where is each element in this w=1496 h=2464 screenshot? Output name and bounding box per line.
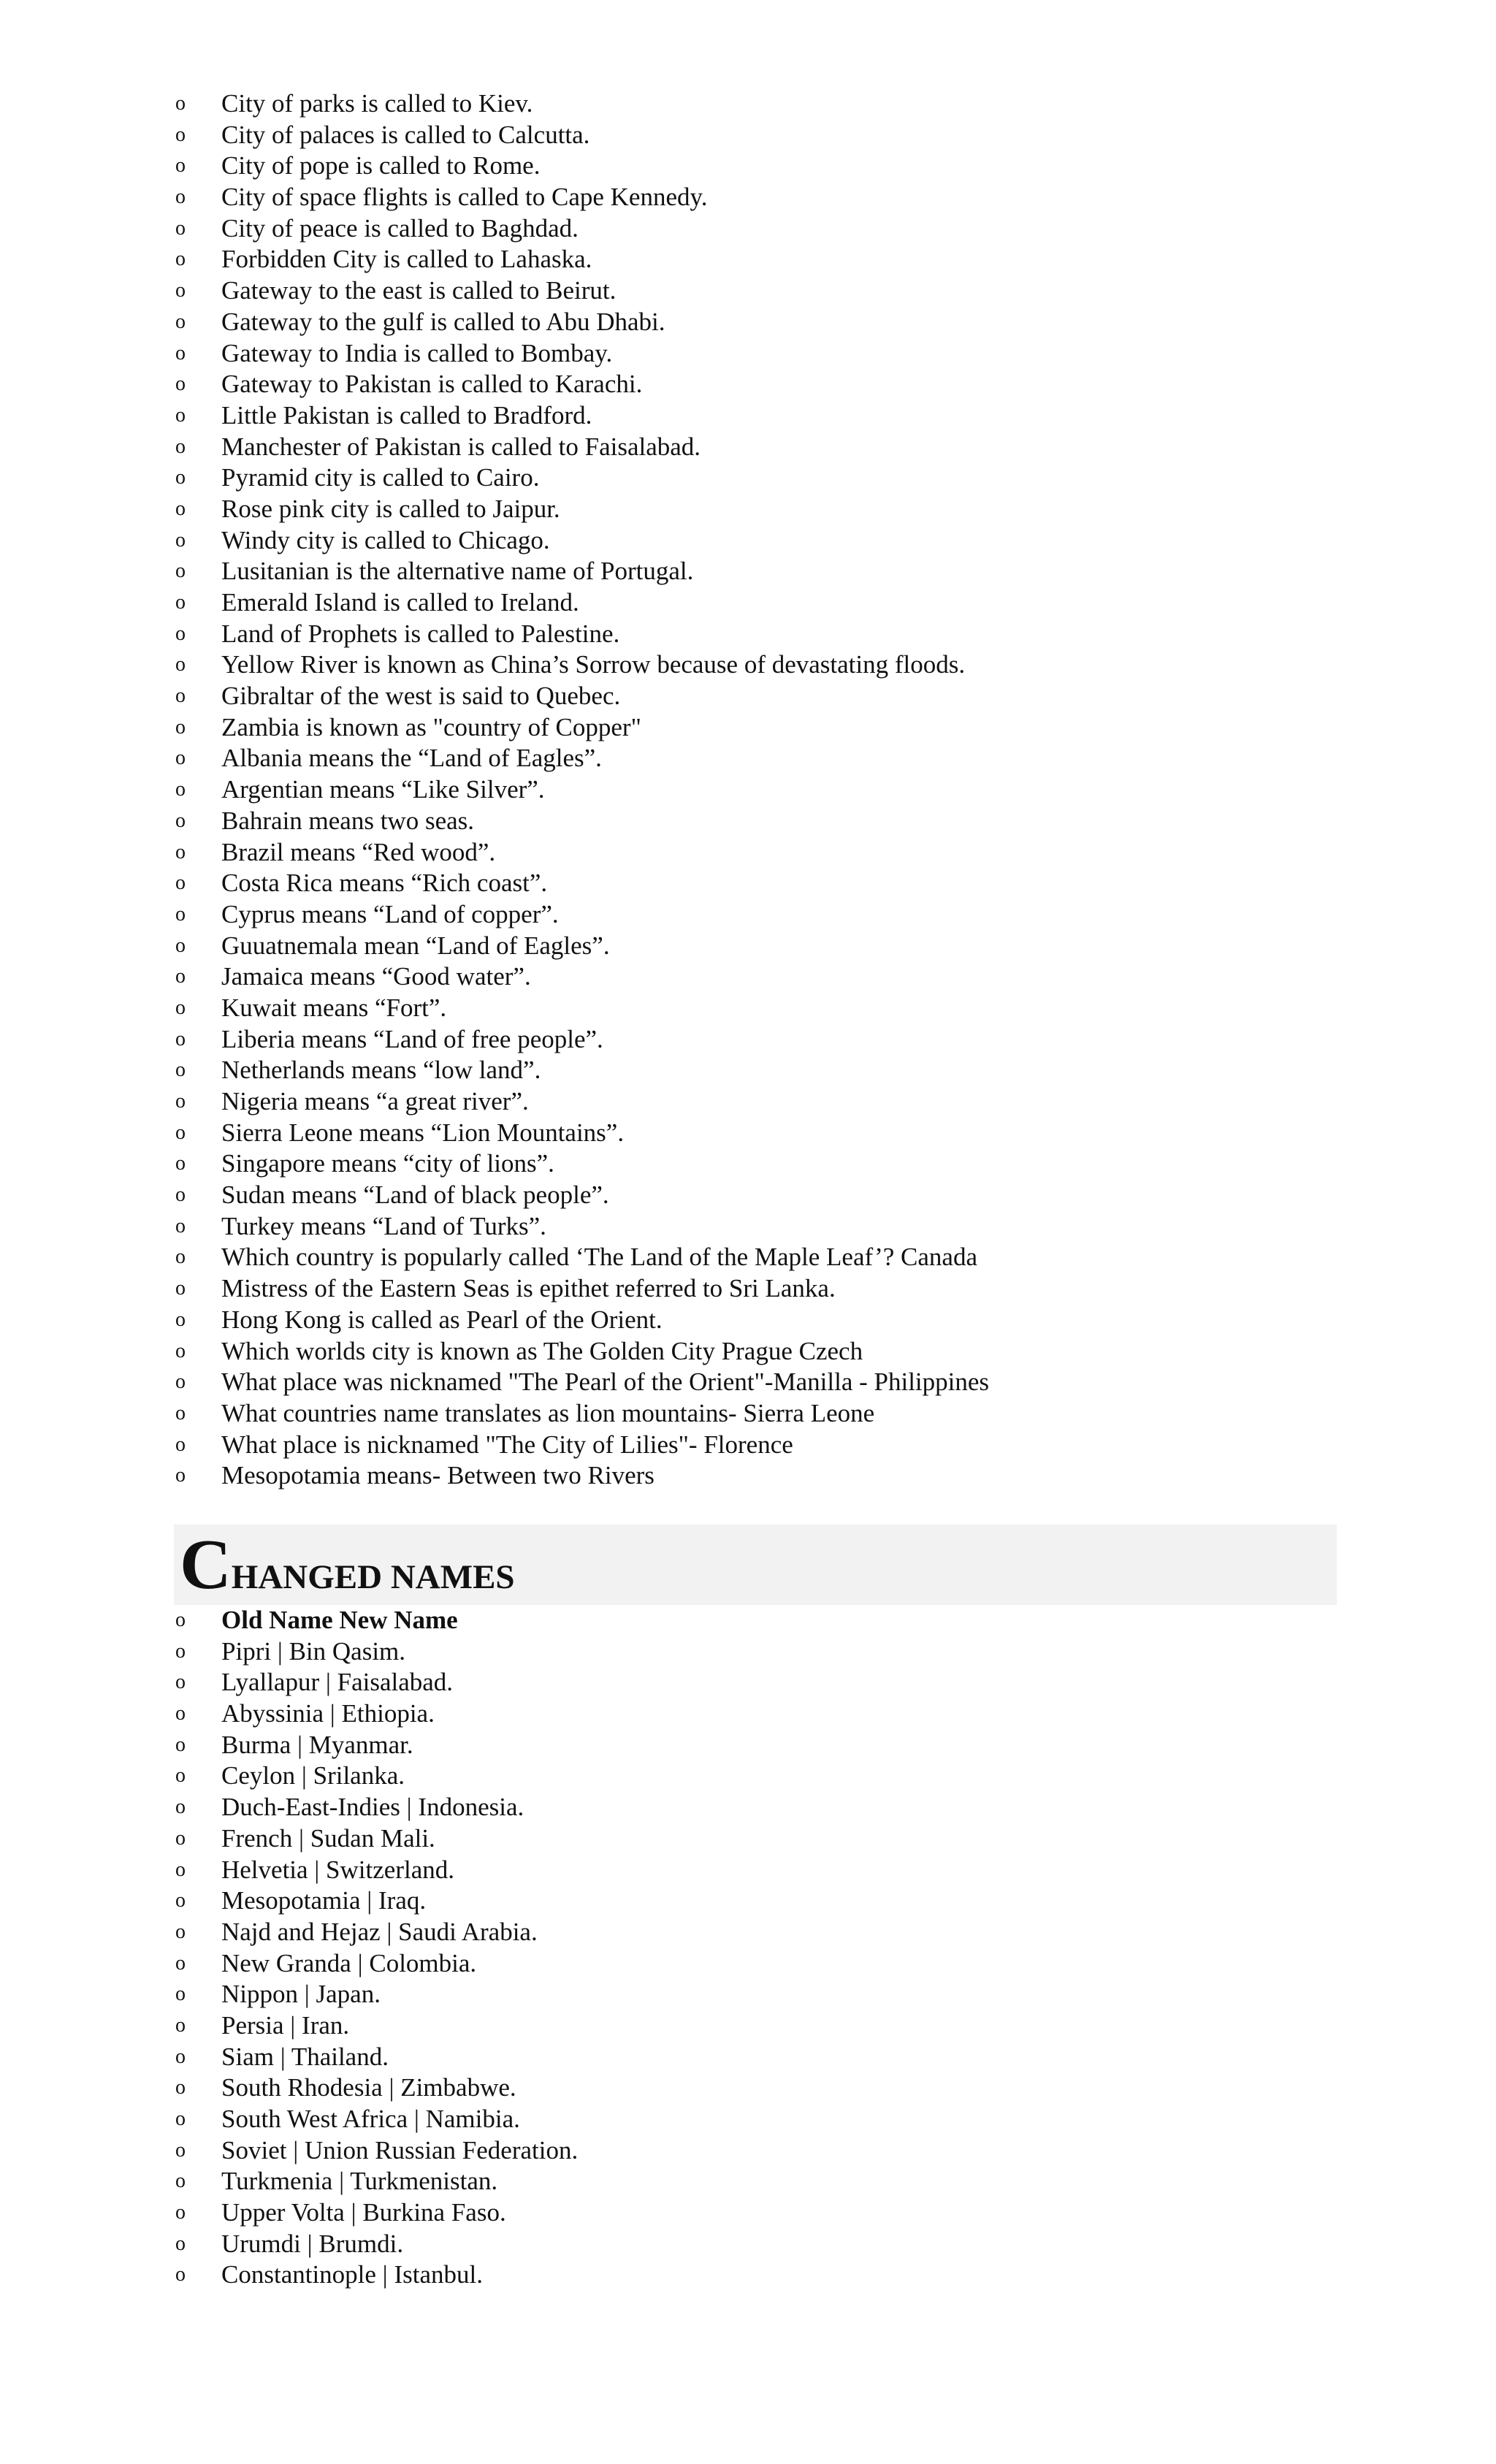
- bullet-circle-icon: o: [175, 248, 186, 271]
- list-item: [175, 275, 1329, 307]
- bullet-circle-icon: o: [175, 1183, 186, 1207]
- list-item: [175, 993, 1329, 1024]
- list-item-text: Hong Kong is called as Pearl of the Orient.: [221, 1305, 663, 1334]
- list-item: [175, 462, 1329, 494]
- bullet-circle-icon: o: [175, 2045, 186, 2068]
- list-item-text: Mesopotamia | Iraq.: [221, 1886, 427, 1915]
- list-item-text: South West Africa | Namibia.: [221, 2105, 520, 2133]
- list-item: [175, 1398, 1329, 1430]
- list-item: [175, 120, 1329, 151]
- bullet-circle-icon: o: [175, 341, 186, 365]
- bullet-circle-icon: o: [175, 1401, 186, 1424]
- list-item: [175, 1148, 1329, 1180]
- list-item-text: City of palaces is called to Calcutta.: [221, 120, 590, 149]
- list-item-text: Forbidden City is called to Lahaska.: [221, 245, 592, 274]
- list-item-text: Turkey means “Land of Turks”.: [221, 1211, 546, 1240]
- list-item-text: Liberia means “Land of free people”.: [221, 1024, 603, 1053]
- list-item: [175, 1211, 1329, 1243]
- bullet-circle-icon: o: [175, 996, 186, 1019]
- list-item-text: Which worlds city is known as The Golden City Prague Czech: [221, 1336, 863, 1365]
- bullet-circle-icon: o: [175, 2138, 186, 2162]
- bullet-circle-icon: o: [175, 1246, 186, 1269]
- list-item-text: Gateway to India is called to Bombay.: [221, 338, 613, 367]
- list-item: [175, 494, 1329, 525]
- bullet-circle-icon: o: [175, 1609, 186, 1631]
- list-item: [175, 2197, 1329, 2229]
- list-item-text: Netherlands means “low land”.: [221, 1056, 541, 1085]
- list-item-text: Gateway to the gulf is called to Abu Dhabi.: [221, 307, 665, 336]
- list-item: [175, 712, 1329, 744]
- list-item: [175, 899, 1329, 931]
- list-item-text: Constantinople | Istanbul.: [221, 2260, 483, 2289]
- bullet-circle-icon: o: [175, 466, 186, 489]
- facts-list: [175, 88, 1329, 1492]
- list-item: [175, 338, 1329, 370]
- list-item: [175, 1730, 1329, 1761]
- list-item: [175, 2072, 1329, 2104]
- list-item-text: French | Sudan Mali.: [221, 1823, 435, 1853]
- list-item-text: What countries name translates as lion mountains- Sierra Leone: [221, 1398, 875, 1427]
- bullet-circle-icon: o: [175, 310, 186, 333]
- list-item: [175, 1055, 1329, 1086]
- list-item-text: Brazil means “Red wood”.: [221, 837, 496, 866]
- list-item-text: Nigeria means “a great river”.: [221, 1087, 529, 1115]
- list-item-text: Lusitanian is the alternative name of Portugal.: [221, 557, 694, 586]
- bullet-circle-icon: o: [175, 684, 186, 708]
- bullet-circle-icon: o: [175, 1796, 186, 1819]
- bullet-circle-icon: o: [175, 560, 186, 583]
- list-item-text: Burma | Myanmar.: [221, 1730, 413, 1759]
- bullet-circle-icon: o: [175, 1983, 186, 2006]
- list-item: [175, 2166, 1329, 2197]
- list-item: [175, 806, 1329, 837]
- list-item: [175, 244, 1329, 275]
- bullet-circle-icon: o: [175, 1152, 186, 1175]
- bullet-circle-icon: o: [175, 1464, 186, 1487]
- list-item: [175, 2135, 1329, 2167]
- list-item-text: Nippon | Japan.: [221, 1980, 381, 2009]
- list-item-text: City of pope is called to Rome.: [221, 151, 541, 180]
- bullet-circle-icon: o: [175, 591, 186, 614]
- list-item-text: Gateway to Pakistan is called to Karachi.: [221, 370, 643, 399]
- list-item-text: City of peace is called to Baghdad.: [221, 213, 579, 243]
- list-item: [175, 1917, 1329, 1948]
- bullet-circle-icon: o: [175, 1951, 186, 1975]
- bullet-circle-icon: o: [175, 92, 186, 115]
- bullet-circle-icon: o: [175, 840, 186, 863]
- bullet-circle-icon: o: [175, 279, 186, 302]
- bullet-circle-icon: o: [175, 528, 186, 552]
- list-item: [175, 1698, 1329, 1730]
- list-item: [175, 1948, 1329, 1980]
- list-item-text: What place is nicknamed "The City of Lilies"- Florence: [221, 1430, 793, 1459]
- list-item-text: Jamaica means “Good water”.: [221, 962, 531, 991]
- bullet-circle-icon: o: [175, 622, 186, 645]
- list-item-text: Kuwait means “Fort”.: [221, 993, 447, 1022]
- list-item: [175, 1885, 1329, 1917]
- list-item: [175, 587, 1329, 619]
- bullet-circle-icon: o: [175, 1764, 186, 1788]
- list-item-text: City of space flights is called to Cape Kennedy.: [221, 183, 708, 212]
- bullet-circle-icon: o: [175, 1858, 186, 1881]
- bullet-circle-icon: o: [175, 435, 186, 458]
- list-item-text: Helvetia | Switzerland.: [221, 1855, 454, 1884]
- list-item-text: New Granda | Colombia.: [221, 1948, 477, 1977]
- list-item: [175, 556, 1329, 587]
- list-item: [175, 432, 1329, 463]
- list-item: [175, 837, 1329, 869]
- list-item: [175, 961, 1329, 993]
- list-item: [175, 1792, 1329, 1823]
- list-item-text: Pipri | Bin Qasim.: [221, 1636, 406, 1666]
- changed-names-list: [175, 1605, 1329, 2291]
- bullet-circle-icon: o: [175, 1090, 186, 1113]
- bullet-circle-icon: o: [175, 934, 186, 957]
- bullet-circle-icon: o: [175, 2232, 186, 2255]
- list-item-text: Lyallapur | Faisalabad.: [221, 1668, 454, 1697]
- bullet-circle-icon: o: [175, 653, 186, 676]
- list-item: [175, 1855, 1329, 1886]
- list-item-text: Urumdi | Brumdi.: [221, 2229, 404, 2258]
- list-item: [175, 1823, 1329, 1855]
- list-item: [175, 1979, 1329, 2010]
- list-item-text: Emerald Island is called to Ireland.: [221, 588, 579, 617]
- list-item-text: Albania means the “Land of Eagles”.: [221, 744, 602, 773]
- list-item: [175, 2259, 1329, 2291]
- list-item: [175, 1605, 1329, 1636]
- bullet-circle-icon: o: [175, 216, 186, 240]
- list-item: [175, 400, 1329, 432]
- list-item: [175, 1086, 1329, 1118]
- list-item: [175, 1118, 1329, 1149]
- list-item: [175, 182, 1329, 213]
- bullet-circle-icon: o: [175, 2108, 186, 2130]
- list-item: [175, 868, 1329, 899]
- list-item-text: Abyssinia | Ethiopia.: [221, 1699, 435, 1728]
- section-heading-band: [174, 1525, 1337, 1605]
- list-item-text: Persia | Iran.: [221, 2010, 350, 2040]
- bullet-circle-icon: o: [175, 497, 186, 520]
- list-item: [175, 1273, 1329, 1305]
- bullet-circle-icon: o: [175, 1671, 186, 1694]
- list-item-text: Pyramid city is called to Cairo.: [221, 463, 540, 492]
- list-item-text: Najd and Hejaz | Saudi Arabia.: [221, 1917, 538, 1946]
- bullet-circle-icon: o: [175, 871, 186, 895]
- list-item: [175, 1460, 1329, 1492]
- bullet-circle-icon: o: [175, 373, 186, 396]
- list-item: [175, 1667, 1329, 1698]
- list-item: [175, 1367, 1329, 1398]
- list-item: [175, 1761, 1329, 1792]
- list-item: [175, 2042, 1329, 2073]
- list-item: [175, 369, 1329, 400]
- list-item: [175, 525, 1329, 557]
- bullet-circle-icon: o: [175, 1370, 186, 1394]
- list-item: [175, 88, 1329, 120]
- list-item-text: Upper Volta | Burkina Faso.: [221, 2198, 506, 2227]
- list-item-text: Yellow River is known as China’s Sorrow because of devastating floods.: [221, 650, 966, 679]
- section-heading: [180, 1525, 515, 1604]
- heading-text: HANGED NAMES: [231, 1558, 515, 1596]
- list-item: [175, 743, 1329, 774]
- bullet-circle-icon: o: [175, 154, 186, 178]
- bullet-circle-icon: o: [175, 965, 186, 988]
- list-item-text: Old Name New Name: [221, 1606, 458, 1634]
- bullet-circle-icon: o: [175, 1702, 186, 1725]
- bullet-circle-icon: o: [175, 1826, 186, 1850]
- bullet-circle-icon: o: [175, 2263, 186, 2286]
- list-item-text: Gateway to the east is called to Beirut.: [221, 276, 617, 305]
- list-item: [175, 307, 1329, 338]
- list-item-text: Gibraltar of the west is said to Quebec.: [221, 682, 621, 711]
- bullet-circle-icon: o: [175, 1889, 186, 1912]
- list-item: [175, 649, 1329, 681]
- list-item-text: Mesopotamia means- Between two Rivers: [221, 1461, 654, 1490]
- list-item-text: Ceylon | Srilanka.: [221, 1761, 405, 1790]
- list-item-text: Little Pakistan is called to Bradford.: [221, 400, 592, 430]
- bullet-circle-icon: o: [175, 2201, 186, 2224]
- bullet-circle-icon: o: [175, 1733, 186, 1756]
- bullet-circle-icon: o: [175, 747, 186, 770]
- list-item-text: Soviet | Union Russian Federation.: [221, 2135, 579, 2164]
- bullet-circle-icon: o: [175, 2170, 186, 2193]
- list-item: [175, 1430, 1329, 1461]
- list-item: [175, 619, 1329, 650]
- bullet-circle-icon: o: [175, 1920, 186, 1943]
- list-item-text: Turkmenia | Turkmenistan.: [221, 2167, 498, 2196]
- list-item-text: Bahrain means two seas.: [221, 806, 475, 835]
- bullet-circle-icon: o: [175, 1121, 186, 1144]
- bullet-circle-icon: o: [175, 1339, 186, 1362]
- bullet-circle-icon: o: [175, 403, 186, 427]
- bullet-circle-icon: o: [175, 1059, 186, 1082]
- bullet-circle-icon: o: [175, 186, 186, 209]
- list-item-text: Zambia is known as "country of Copper": [221, 712, 641, 741]
- bullet-circle-icon: o: [175, 809, 186, 832]
- list-item: [175, 1242, 1329, 1273]
- list-item: [175, 931, 1329, 962]
- list-item: [175, 681, 1329, 712]
- bullet-circle-icon: o: [175, 1277, 186, 1300]
- list-item-text: Argentian means “Like Silver”.: [221, 775, 545, 804]
- list-item-text: Sierra Leone means “Lion Mountains”.: [221, 1118, 625, 1147]
- list-item-text: South Rhodesia | Zimbabwe.: [221, 2073, 516, 2102]
- bullet-circle-icon: o: [175, 715, 186, 739]
- bullet-circle-icon: o: [175, 1214, 186, 1237]
- list-item-text: Guuatnemala mean “Land of Eagles”.: [221, 931, 610, 960]
- bullet-circle-icon: o: [175, 2013, 186, 2037]
- list-item-text: Costa Rica means “Rich coast”.: [221, 869, 548, 898]
- list-item-text: Windy city is called to Chicago.: [221, 525, 550, 554]
- bullet-circle-icon: o: [175, 1308, 186, 1331]
- list-item-text: Manchester of Pakistan is called to Faisalabad.: [221, 432, 701, 461]
- list-item: [175, 2104, 1329, 2135]
- list-item: [175, 150, 1329, 182]
- bullet-circle-icon: o: [175, 1027, 186, 1050]
- list-item: [175, 1180, 1329, 1211]
- list-item: [175, 1305, 1329, 1336]
- list-item-text: Land of Prophets is called to Palestine.: [221, 619, 620, 648]
- list-item: [175, 1336, 1329, 1368]
- bullet-circle-icon: o: [175, 123, 186, 146]
- list-item-text: What place was nicknamed "The Pearl of the Orient"-Manilla - Philippines: [221, 1368, 990, 1397]
- list-item: [175, 213, 1329, 245]
- list-item-text: Siam | Thailand.: [221, 2042, 389, 2071]
- list-item-text: Singapore means “city of lions”.: [221, 1149, 554, 1178]
- list-item-text: Sudan means “Land of black people”.: [221, 1180, 609, 1210]
- bullet-circle-icon: o: [175, 2076, 186, 2099]
- bullet-circle-icon: o: [175, 778, 186, 801]
- list-item: [175, 2010, 1329, 2042]
- heading-drop-cap: C: [180, 1525, 232, 1604]
- bullet-circle-icon: o: [175, 1639, 186, 1663]
- list-item: [175, 774, 1329, 806]
- list-item-text: Which country is popularly called ‘The Land of the Maple Leaf’? Canada: [221, 1243, 977, 1272]
- list-item-text: City of parks is called to Kiev.: [221, 89, 533, 118]
- bullet-circle-icon: o: [175, 1433, 186, 1456]
- list-item: [175, 1636, 1329, 1668]
- list-item-text: Duch-East-Indies | Indonesia.: [221, 1793, 524, 1822]
- list-item-text: Cyprus means “Land of copper”.: [221, 899, 559, 928]
- list-item: [175, 2229, 1329, 2260]
- bullet-circle-icon: o: [175, 902, 186, 926]
- list-item-text: Mistress of the Eastern Seas is epithet referred to Sri Lanka.: [221, 1274, 836, 1303]
- list-item: [175, 1024, 1329, 1056]
- list-item-text: Rose pink city is called to Jaipur.: [221, 494, 560, 523]
